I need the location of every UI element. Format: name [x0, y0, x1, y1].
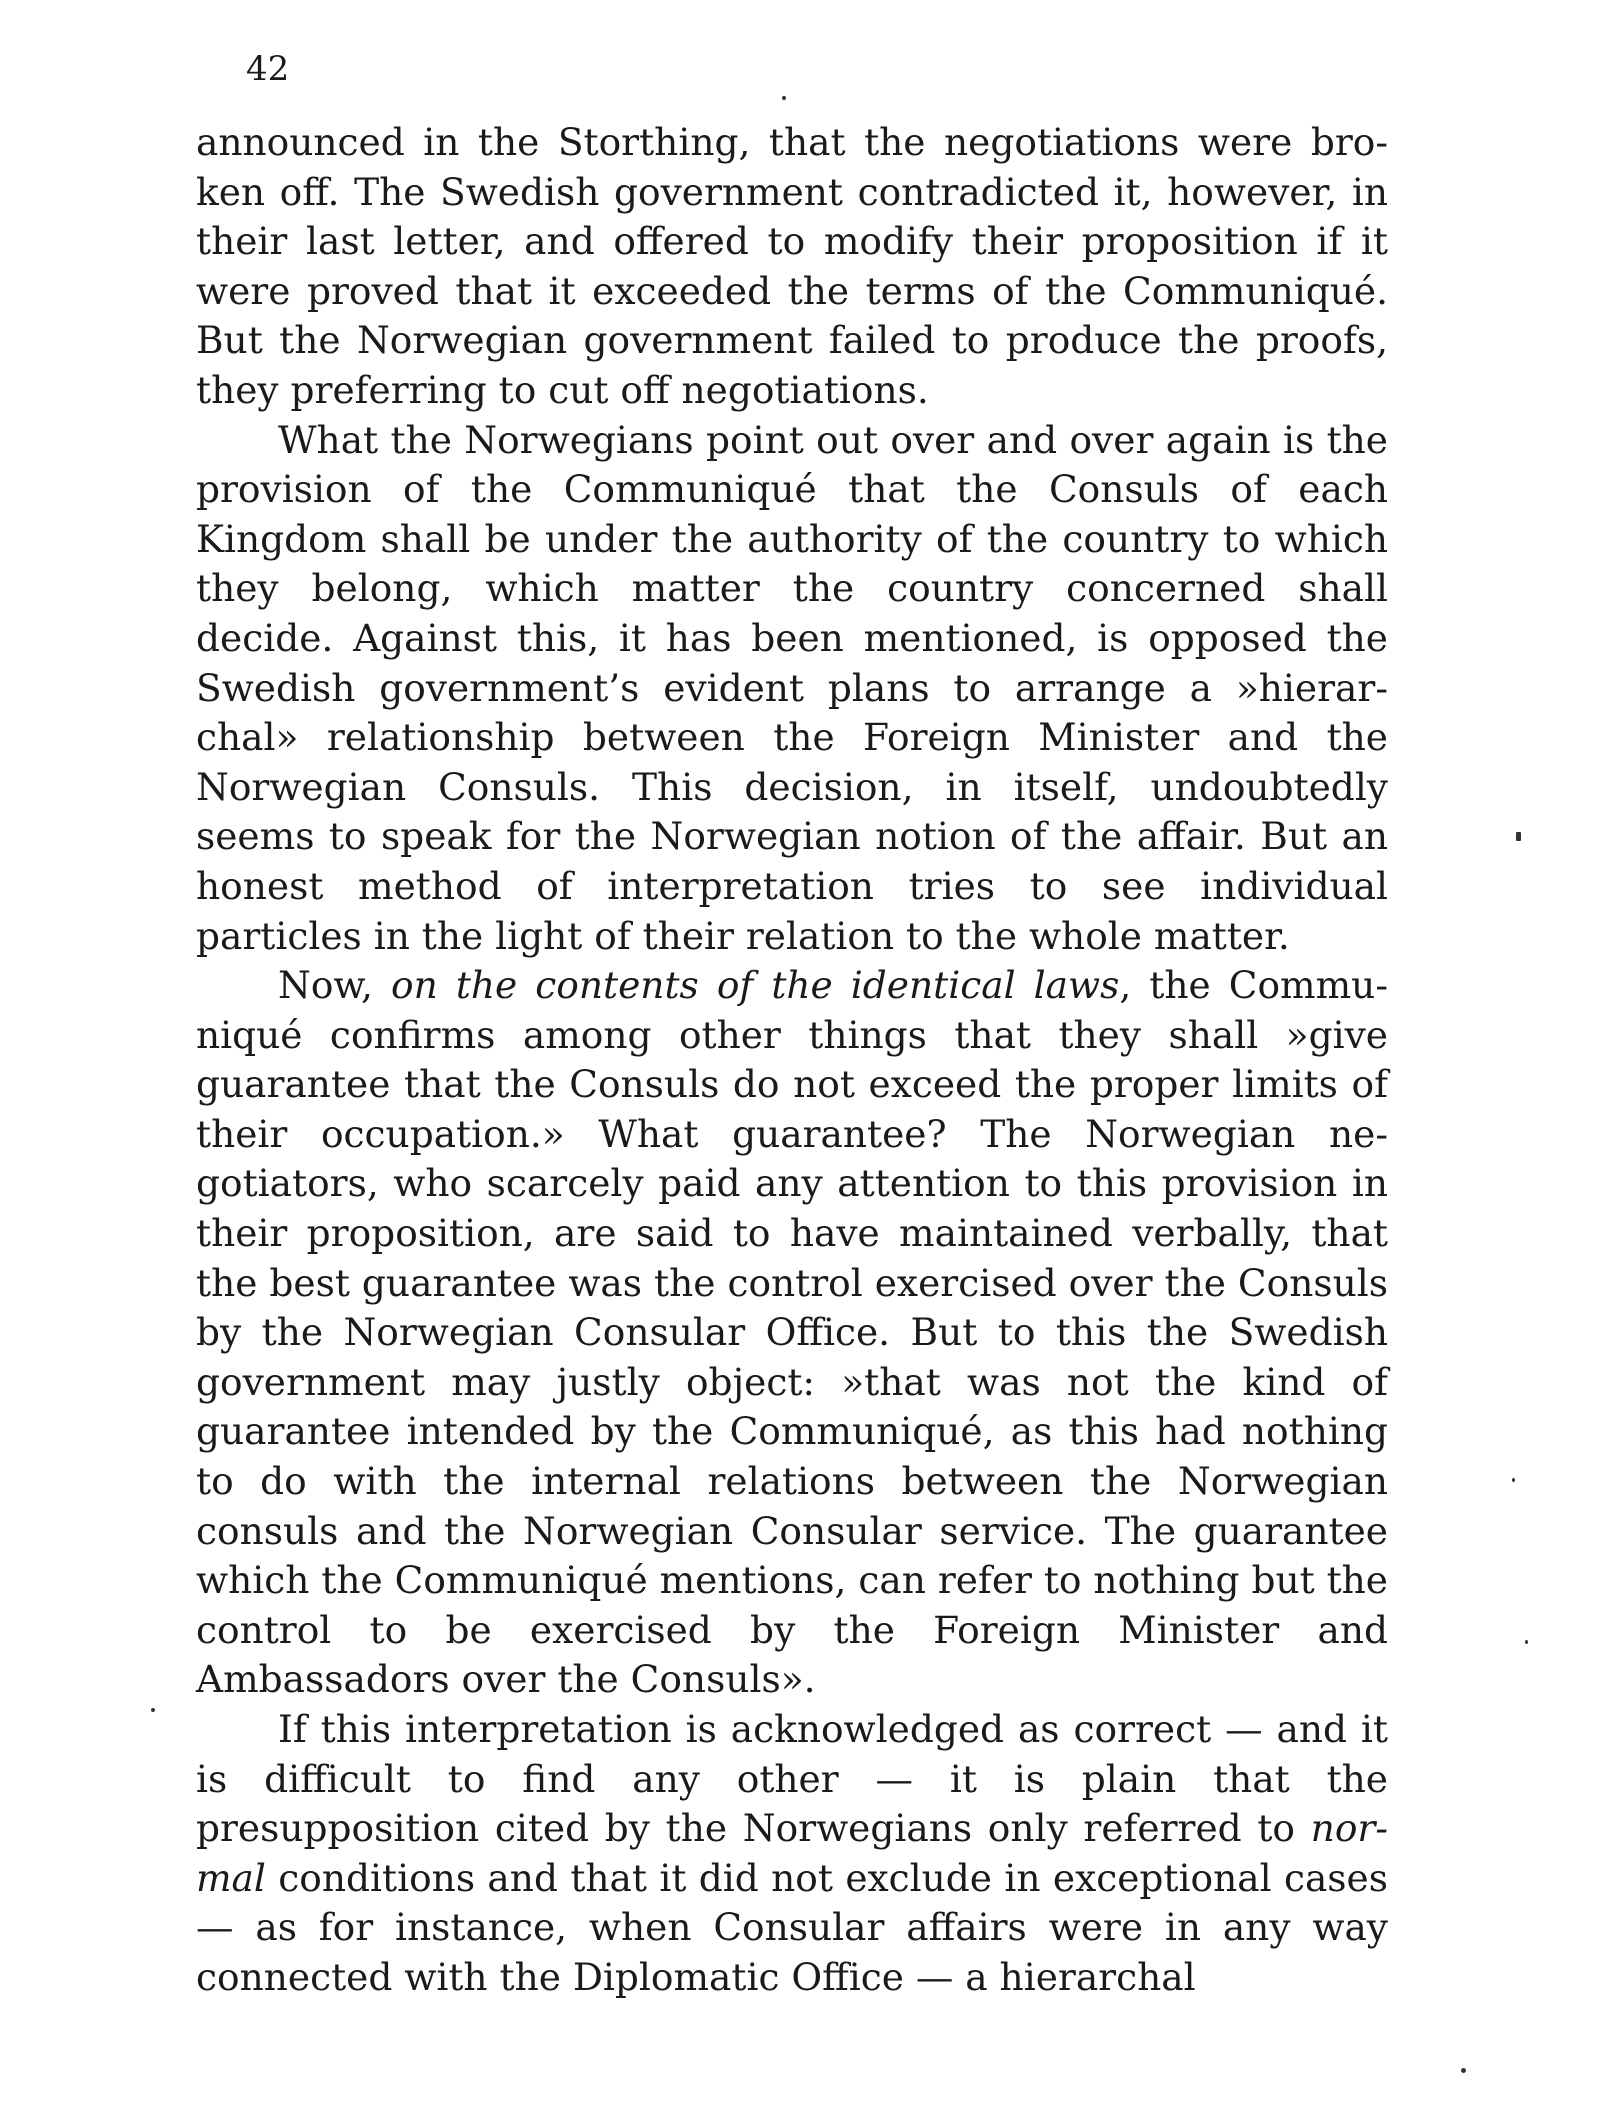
italic-phrase: on the contents of the identical laws: [391, 963, 1120, 1008]
ink-speck: [782, 96, 786, 100]
ink-speck: [151, 1708, 155, 1712]
ink-speck: [1525, 1640, 1528, 1644]
paragraph-text: If this interpretation is acknowledged as correct — and it is difficult to find any other — it is plain that the presupposition cited by the Norwegians only referred to: [196, 1707, 1388, 1851]
paragraph-2: [196, 416, 1388, 962]
paragraph-text: announced in the Storthing, that the negotiations were broken off. The Swedish government contradicted it, however, in their last letter, and offered to modify their proposition if it were proved that it exceeded the terms of the Communiqué. But the Norwegian government failed to produce the proofs, they preferring to cut off negotiations.: [196, 120, 1388, 412]
paragraph-4: [196, 1705, 1388, 2003]
paragraph-text: , the Communiqué confirms among other things that they shall »give guarantee that the Consuls do not exceed the proper limits of their occupation.» What guarantee? The Norwegian negotiators, who scarcely paid any attention to this provision in their proposition, are said to have maintained verbally, that the best guarantee was the control exercised over the Consuls by the Norwegian Consular Office. But to this the Swedish government may justly object: »that was not the kind of guarantee intended by the Communiqué, as this had nothing to do with the internal relations between the Norwegian consuls and the Norwegian Consular service. The guarantee which the Communiqué mentions, can refer to nothing but the control to be exercised by the Foreign Minister and Ambassadors over the Consuls».: [196, 963, 1388, 1702]
page-number: 42: [246, 49, 290, 89]
paragraph-text: What the Norwegians point out over and over again is the provision of the Communiqué that the Consuls of each Kingdom shall be under the authority of the country to which they belong, which matter the country concerned shall decide. Against this, it has been mentioned, is opposed the Swedish government’s evident plans to arrange a »hierarchal» relationship between the Foreign Minister and the Norwegian Consuls. This decision, in itself, undoubtedly seems to speak for the Norwegian notion of the affair. But an honest method of interpretation tries to see individual particles in the light of their relation to the whole matter.: [196, 417, 1388, 958]
italic-word: normal: [196, 1806, 1388, 1900]
ink-speck: [1516, 832, 1521, 841]
ink-speck: [1461, 2068, 1466, 2073]
paragraph-text: conditions and that it did not exclude in exceptional cases — as for instance, when Consular affairs were in any way connected with the Diplomatic Office — a hierarchal: [196, 1855, 1388, 1999]
paragraph-text: Now,: [278, 963, 392, 1008]
paragraph-3: [196, 961, 1388, 1705]
paragraph-1: [196, 118, 1388, 416]
ink-speck: [1512, 1478, 1515, 1482]
body-text: [196, 118, 1388, 2003]
